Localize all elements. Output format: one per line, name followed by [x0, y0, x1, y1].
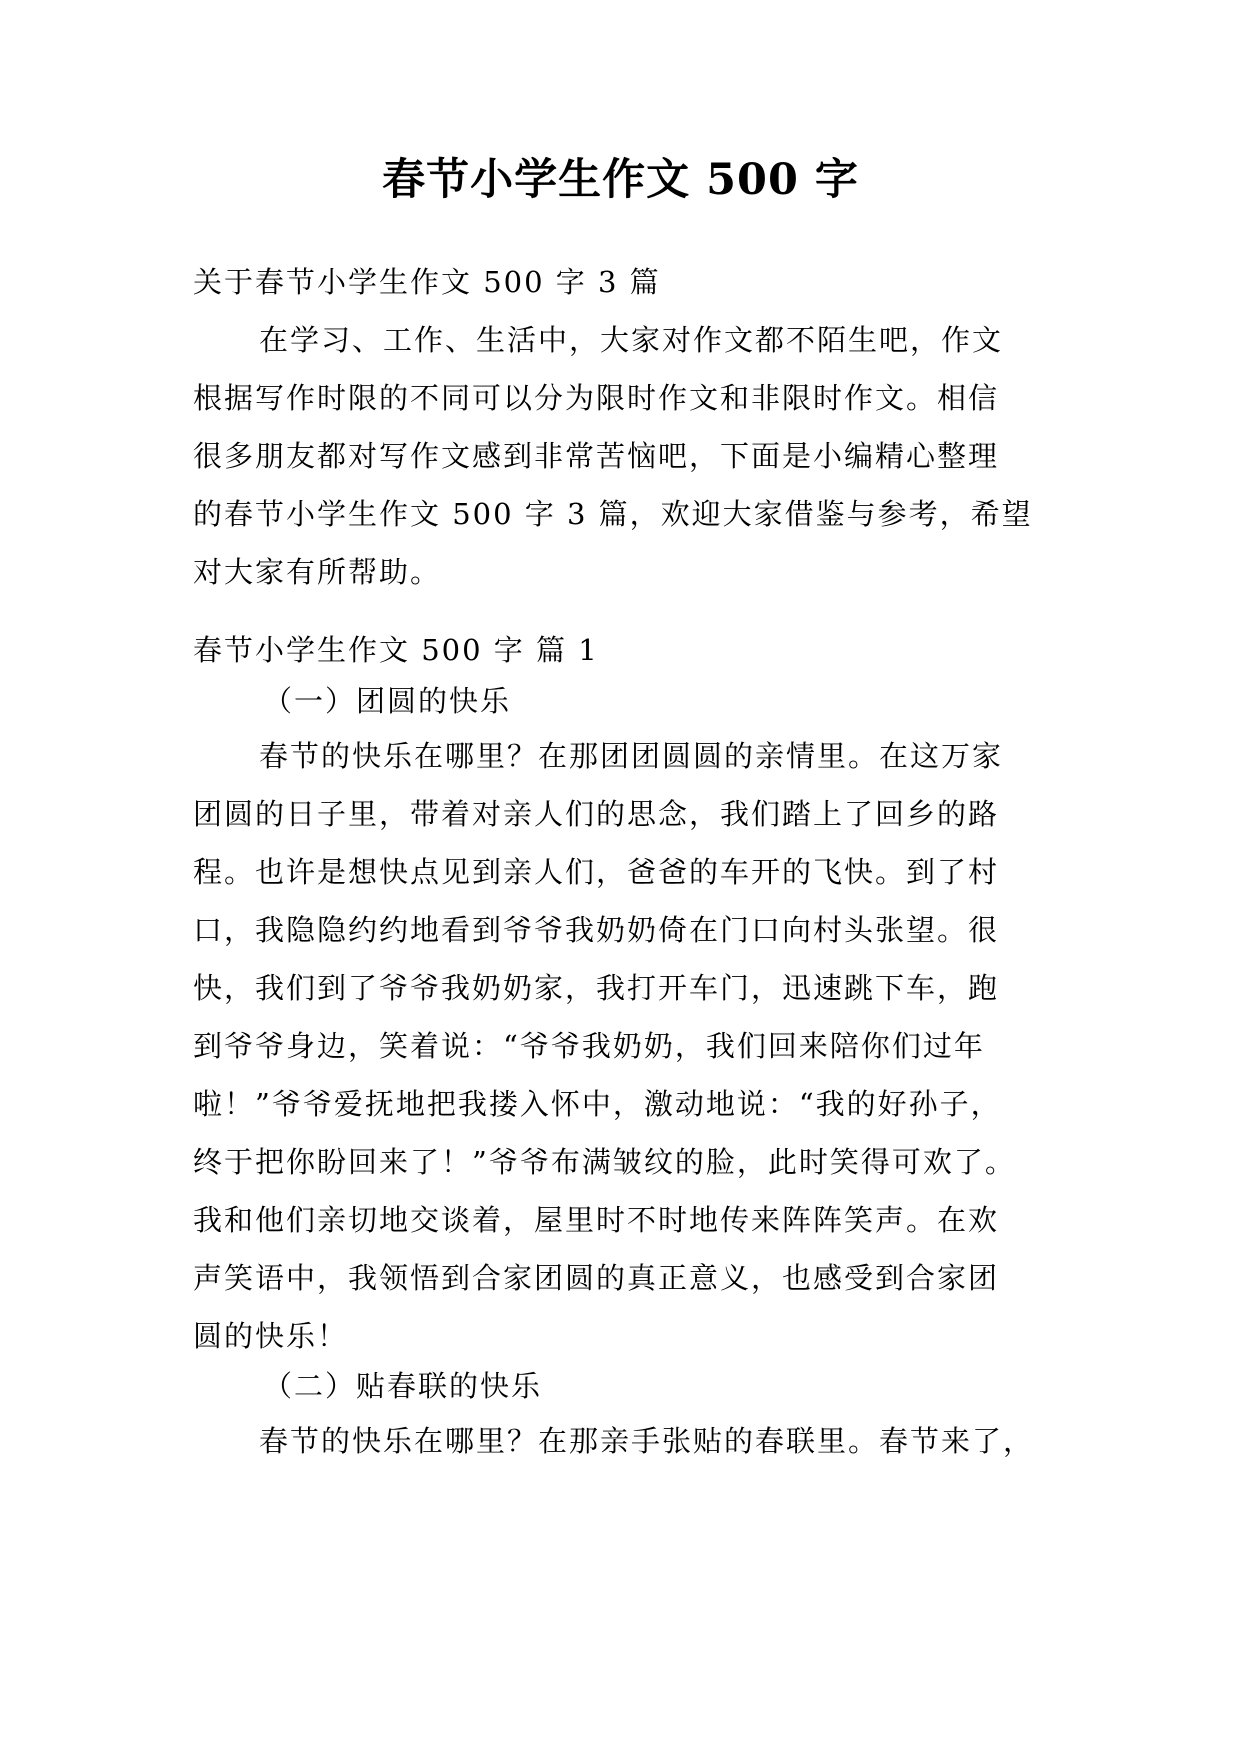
- subheading-1: （一）团圆的快乐: [263, 684, 512, 718]
- paragraph-line: 到爷爷身边，笑着说：“爷爷我奶奶，我们回来陪你们过年: [193, 1029, 985, 1063]
- paragraph-line: 对大家有所帮助。: [193, 555, 442, 589]
- sub1-paragraph: [193, 727, 1053, 1365]
- subheading-1-block: [193, 672, 1053, 730]
- paragraph-line: 程。也许是想快点见到亲人们，爸爸的车开的飞快。到了村: [193, 855, 1000, 889]
- paragraph-line: 快，我们到了爷爷我奶奶家，我打开车门，迅速跳下车，跑: [193, 971, 1000, 1005]
- page-title: 春节小学生作文 500 字: [382, 155, 859, 205]
- intro-paragraph: [193, 311, 1053, 601]
- paragraph-line: 终于把你盼回来了！”爷爷布满皱纹的脸，此时笑得可欢了。: [193, 1145, 1016, 1179]
- paragraph-line: 的春节小学生作文 500 字 3 篇，欢迎大家借鉴与参考，希望: [193, 497, 1033, 531]
- intro-heading: 关于春节小学生作文 500 字 3 篇: [193, 265, 661, 299]
- paragraph-line: 啦！”爷爷爱抚地把我搂入怀中，激动地说：“我的好孙子，: [193, 1087, 1002, 1121]
- paragraph-line: 春节的快乐在哪里？在那团团圆圆的亲情里。在这万家: [259, 739, 1004, 773]
- paragraph-line: 在学习、工作、生活中，大家对作文都不陌生吧，作文: [259, 323, 1004, 357]
- paragraph-line: 团圆的日子里，带着对亲人们的思念，我们踏上了回乡的路: [193, 797, 1000, 831]
- paragraph-line: 声笑语中，我领悟到合家团圆的真正意义，也感受到合家团: [193, 1261, 1000, 1295]
- section-heading-block: [193, 621, 1053, 679]
- paragraph-line: 很多朋友都对写作文感到非常苦恼吧，下面是小编精心整理: [193, 439, 1000, 473]
- intro-heading-block: [193, 253, 1053, 311]
- sub2-paragraph: [193, 1412, 1053, 1470]
- subheading-2: （二）贴春联的快乐: [263, 1369, 543, 1403]
- subheading-2-block: [193, 1357, 1053, 1415]
- paragraph-line: 口，我隐隐约约地看到爷爷我奶奶倚在门口向村头张望。很: [193, 913, 1000, 947]
- paragraph-line: 根据写作时限的不同可以分为限时作文和非限时作文。相信: [193, 381, 1000, 415]
- section-heading: 春节小学生作文 500 字 篇 1: [193, 633, 599, 667]
- paragraph-line: 圆的快乐！: [193, 1319, 349, 1353]
- paragraph-line: 春节的快乐在哪里？在那亲手张贴的春联里。春节来了，: [259, 1424, 1035, 1458]
- paragraph-line: 我和他们亲切地交谈着，屋里时不时地传来阵阵笑声。在欢: [193, 1203, 1000, 1237]
